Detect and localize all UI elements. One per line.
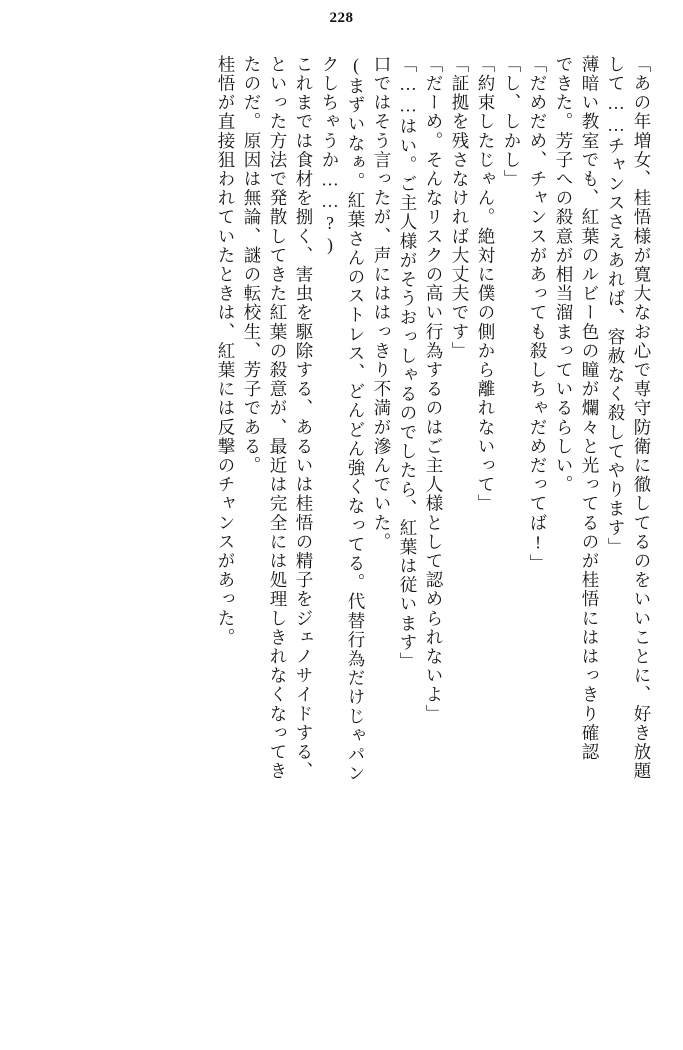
text-line: して……チャンスさえあれば、容赦なく殺してやります」 [606, 55, 626, 557]
text-line: これまでは食材を捌く、害虫を駆除する、あるいは桂悟の精子をジェノサイドする、 [294, 55, 314, 781]
text-line: たのだ。原因は無論、謎の転校生、芳子である。 [242, 55, 262, 476]
text-line: 桂悟が直接狙われていたときは、紅葉には反撃のチャンスがあった。 [216, 55, 236, 648]
text-line: (まずいなぁ。紅葉さんのストレス、どんどん強くなってる。代替行為だけじゃパン [346, 55, 366, 784]
text-line: 「証拠を残さなければ大丈夫です」 [450, 55, 470, 361]
text-line: できた。芳子への殺意が相当溜まっているらしい。 [554, 55, 574, 495]
text-line: 口ではそう言ったが、声にははっきり不満が滲んでいた。 [372, 55, 392, 552]
text-line: クしちゃうか……?) [320, 55, 340, 256]
text-line: 薄暗い教室でも、紅葉のルビー色の瞳が爛々と光ってるのが桂悟にははっきり確認 [580, 55, 600, 762]
text-line: 「だめだめ、チャンスがあっても殺しちゃだめだってば!」 [528, 55, 548, 574]
text-line: 「し、しかし」 [502, 55, 522, 189]
text-line: 「……はい。ご主人様がそうおっしゃるのでしたら、紅葉は従います」 [398, 55, 418, 672]
text-line: 「だーめ。そんなリスクの高い行為するのはご主人様として認められないよ」 [424, 55, 444, 724]
text-line: 「あの年増女、桂悟様が寛大なお心で専守防衛に徹してるのをいいことに、好き放題 [632, 55, 652, 781]
text-line: 「約束したじゃん。絶対に僕の側から離れないって」 [476, 55, 496, 514]
body-text-block [30, 55, 655, 1015]
text-line: といった方法で発散してきた紅葉の殺意が、最近は完全には処理しきれなくなってき [268, 55, 288, 781]
page-number: 228 [329, 10, 354, 26]
